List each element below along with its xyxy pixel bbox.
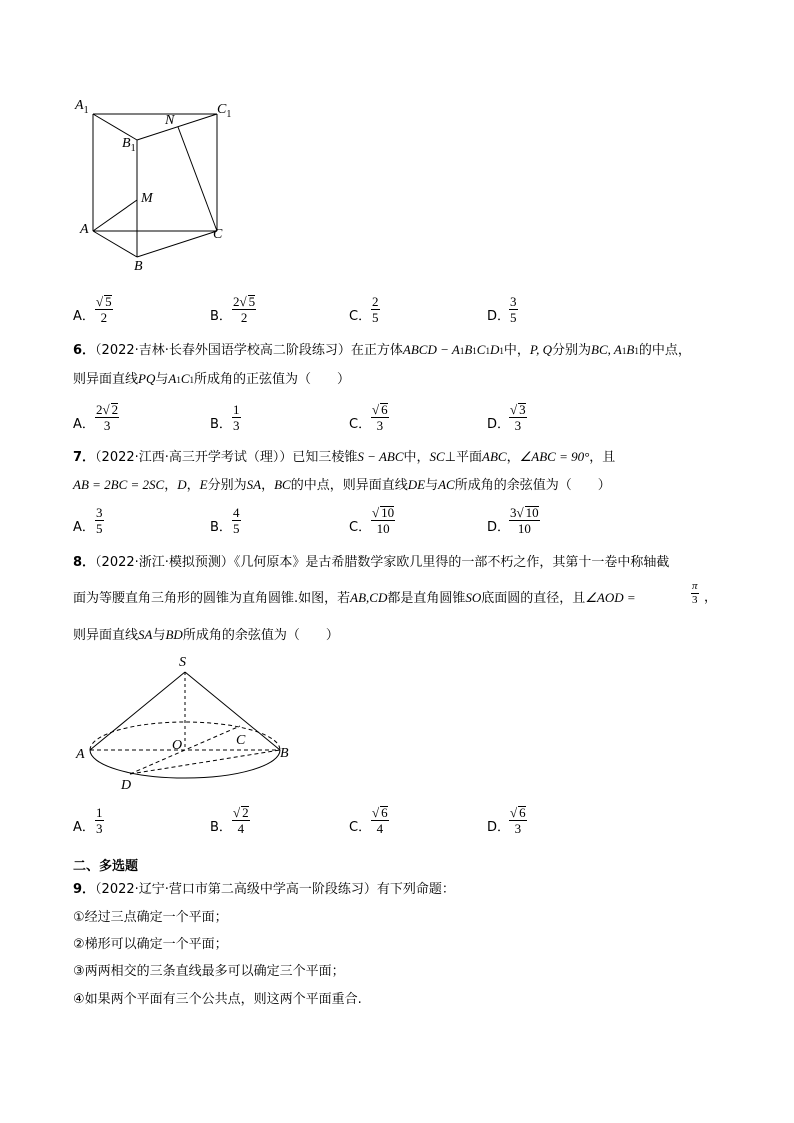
- q9-item-3: ③两两相交的三条直线最多可以确定三个平面；: [73, 964, 345, 979]
- cone-label-b: B: [280, 746, 289, 761]
- q8-option-d[interactable]: D． $\frac{√ 6}{3}$: [487, 805, 526, 836]
- q7-source: （2022·江西·高三开学考试（理））: [95, 450, 293, 465]
- q7-option-a[interactable]: A． $\frac{3}{5}$: [73, 505, 103, 536]
- q8-pi-fraction: $\frac{\pi}{3}$: [692, 580, 698, 606]
- q7-option-d[interactable]: D． $\frac{3√ 10}{10}$: [487, 505, 539, 536]
- q7-line-2: AB = 2BC = 2SC，D，E分别为SA，BC的中点，则异面直线DE与AC所成角的余弦值为（ ）: [73, 477, 611, 493]
- q8-line-1: 8．（2022·浙江·模拟预测）《几何原本》是古希腊数学家欧几里得的一部不朽之作，其第十一卷中称轴截: [73, 555, 670, 570]
- q8-option-c[interactable]: C． $\frac{√ 6}{4}$: [349, 805, 388, 836]
- q8-line-2: 面为等腰直角三角形的圆锥为直角圆锥.如图，若AB,CD都是直角圆锥SO底面圆的直径，且∠AOD =: [73, 590, 636, 606]
- q5-option-b[interactable]: B． $\frac{2√ 5}{2}$: [210, 294, 256, 325]
- edge-a-b: [93, 231, 137, 257]
- q5-option-a[interactable]: A． $\frac{√ 5}{2}$: [73, 294, 112, 325]
- q9-item-2: ②梯形可以确定一个平面；: [73, 937, 228, 952]
- q7-option-c[interactable]: C． $\frac{√ 10}{10}$: [349, 505, 395, 536]
- edge-b-c: [137, 231, 217, 257]
- segment-n-c: [178, 127, 217, 231]
- section-title-multi-choice: 二、多选题: [73, 859, 139, 874]
- prism-label-b: B: [134, 259, 143, 274]
- q8-source: （2022·浙江·模拟预测）: [95, 555, 234, 570]
- prism-figure: [70, 95, 240, 280]
- prism-label-c: C: [213, 227, 223, 242]
- segment-bd: [130, 750, 280, 774]
- cone-label-d: D: [121, 778, 132, 793]
- q8-option-b[interactable]: B． $\frac{√ 2}{4}$: [210, 805, 249, 836]
- segment-a-m: [93, 200, 137, 231]
- q5-option-c[interactable]: C． $\frac{2}{5}$: [349, 294, 379, 325]
- q8-number: 8．: [73, 555, 96, 570]
- prism-label-m: M: [141, 191, 153, 206]
- prism-label-c1: $C_1$: [217, 102, 232, 120]
- q9-item-1: ①经过三点确定一个平面；: [73, 910, 228, 925]
- edge-b1-c1: [137, 114, 217, 140]
- prism-label-n: N: [165, 113, 175, 128]
- cone-generatrix-sb: [185, 672, 280, 750]
- q6-line-1: 6．（2022·吉林·长春外国语学校高二阶段练习）在正方体ABCD − A1B1C1D1中，P, Q分别为BC, A1B1的中点，: [73, 342, 691, 358]
- q6-line-2: 则异面直线PQ与A1C1所成角的正弦值为（ ）: [73, 371, 351, 387]
- prism-label-a: A: [80, 222, 89, 237]
- q8-line-3: 则异面直线SA与BD所成角的余弦值为（ ）: [73, 627, 339, 643]
- q6-option-a[interactable]: A． $\frac{2√ 2}{3}$: [73, 402, 119, 433]
- q9-number: 9．: [73, 882, 96, 897]
- cone-generatrix-sa: [90, 672, 185, 750]
- cone-label-a: A: [76, 747, 85, 762]
- q5-option-d[interactable]: D． $\frac{3}{5}$: [487, 294, 517, 325]
- cone-figure: [70, 650, 300, 795]
- q6-number: 6．: [73, 343, 96, 358]
- q7-line-1: 7．（2022·江西·高三开学考试（理））已知三棱锥S − ABC中，SC⊥平面ABC，∠ABC = 90°，且: [73, 449, 616, 465]
- cone-label-c: C: [236, 733, 246, 748]
- q6-option-c[interactable]: C． $\frac{√ 6}{3}$: [349, 402, 388, 433]
- q9-source: （2022·辽宁·营口市第二高级中学高一阶段练习）: [95, 882, 377, 897]
- q7-option-b[interactable]: B． $\frac{4}{5}$: [210, 505, 240, 536]
- q8-line-2-end: ，: [704, 590, 718, 605]
- q8-option-a[interactable]: A． $\frac{1}{3}$: [73, 805, 103, 836]
- q7-number: 7．: [73, 450, 96, 465]
- cone-label-s: S: [179, 655, 186, 670]
- cone-label-o: O: [172, 738, 183, 753]
- q6-option-d[interactable]: D． $\frac{√ 3}{3}$: [487, 402, 526, 433]
- q6-option-b[interactable]: B． $\frac{1}{3}$: [210, 402, 240, 433]
- q6-source: （2022·吉林·长春外国语学校高二阶段练习）: [95, 343, 351, 358]
- prism-label-a1: $A_1$: [75, 98, 89, 116]
- q9-line-1: 9．（2022·辽宁·营口市第二高级中学高一阶段练习）有下列命题：: [73, 882, 455, 897]
- prism-label-b1: $B_1$: [122, 136, 136, 154]
- cone-base-front: [90, 750, 280, 778]
- q9-item-4: ④如果两个平面有三个公共点，则这两个平面重合.: [73, 992, 362, 1007]
